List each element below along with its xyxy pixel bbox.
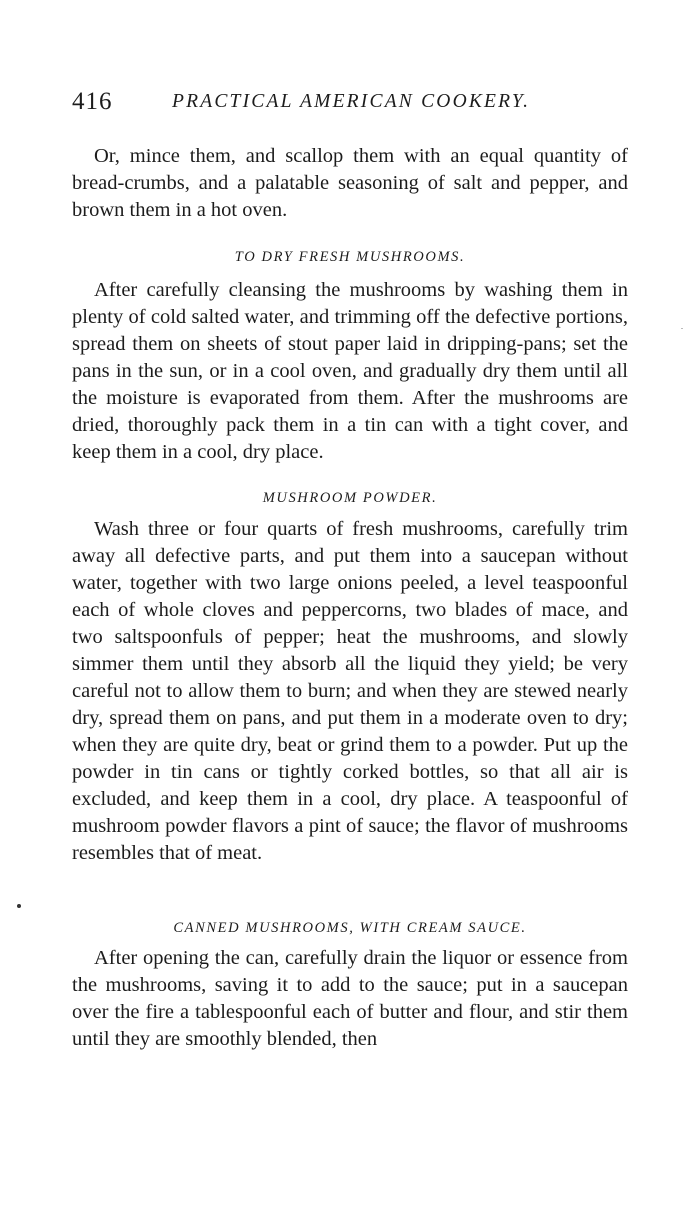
section-heading-canned-mushrooms: CANNED MUSHROOMS, WITH CREAM SAUCE. xyxy=(173,920,527,936)
paragraph: Or, mince them, and scallop them with an equal quantity of bread-crumbs, and a palatable seasoning of salt and pepper, and brown them in a hot oven. xyxy=(72,145,628,221)
page-number: 416 xyxy=(72,88,113,115)
paragraph: After carefully cleansing the mushrooms by washing them in plenty of cold salted water, and trimming off the defective portions, spread them on sheets of stout paper laid in dripping-pans; set the pans in the sun, or in a cool oven, and gradually dry them until all the moisture is evaporated from them. After the mushrooms are dried, thoroughly pack them in a tin can with a tight cover, and keep them in a cool, dry place. xyxy=(72,279,628,463)
paragraph: Wash three or four quarts of fresh mushrooms, carefully trim away all defective parts, and put them into a saucepan without water, together with two large onions peeled, a level teaspoonful each of whole cloves and peppercorns, two blades of mace, and two saltspoonfuls of pepper; heat the mushrooms, and slowly simmer them until they absorb all the liquid they yield; be very careful not to allow them to burn; and when they are stewed nearly dry, spread them on pans, and put them in a moderate oven to dry; when they are quite dry, beat or grind them to a powder. Put up the powder in tin cans or tightly corked bottles, so that all air is excluded, and keep them in a cool, dry place. A teaspoonful of mushroom powder flavors a pint of sauce; the flavor of mushrooms resembles that of meat. xyxy=(72,518,628,864)
section-body-mushroom-powder xyxy=(72,516,628,867)
running-head xyxy=(72,88,632,118)
section-body-dry-fresh-mushrooms xyxy=(72,277,628,466)
ink-speck xyxy=(17,904,21,908)
paragraph: After opening the can, carefully drain the liquor or essence from the mushrooms, saving it to add to the sauce; put in a saucepan over the fire a tablespoonful each of butter and flour, and stir them until they are smoothly blended, then xyxy=(72,947,628,1050)
running-title: PRACTICAL AMERICAN COOKERY. xyxy=(172,91,531,112)
section-heading-dry-fresh-mushrooms: TO DRY FRESH MUSHROOMS. xyxy=(234,249,466,265)
edge-mark xyxy=(681,328,683,329)
section-heading-mushroom-powder: MUSHROOM POWDER. xyxy=(262,490,438,506)
section-body-canned-mushrooms xyxy=(72,945,628,1053)
section-continuation xyxy=(72,143,628,224)
